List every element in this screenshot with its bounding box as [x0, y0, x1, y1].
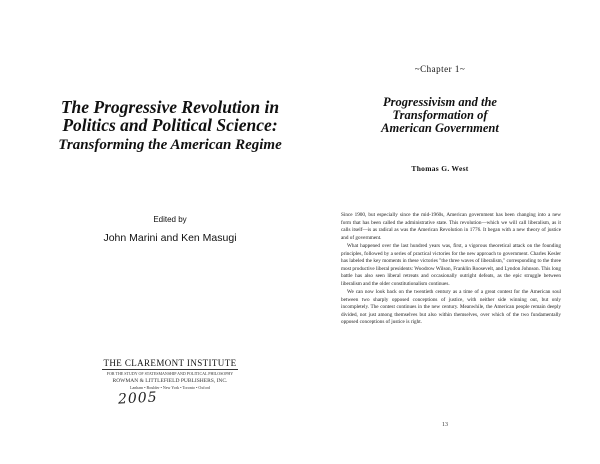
publisher-tagline: FOR THE STUDY OF STATESMANSHIP AND POLITICAL PHILOSOPHY	[106, 371, 234, 376]
body-paragraph-1: Since 1900, but especially since the mid-1960s, American government has been changing into a new form that has been called the administrative state. This revolution—which we will call liberalism, as it calls itself—is as radical as was the American Revolution in 1776. It began with a new theory of justice and of government.	[341, 212, 561, 241]
co-publisher-name: ROWMAN & LITTLEFIELD PUBLISHERS, INC.	[112, 378, 228, 384]
publisher-divider	[102, 369, 238, 370]
chapter-body	[341, 212, 561, 328]
chapter-label: ~Chapter 1~	[414, 64, 466, 74]
editors-names: John Marini and Ken Masugi	[103, 232, 237, 244]
handwritten-year: 2005	[117, 389, 159, 408]
publisher-cities: Lanham • Boulder • New York • Toronto • Oxford	[130, 385, 210, 390]
edited-by-label: Edited by	[153, 215, 187, 224]
body-paragraph-2: What happened over the last hundred years was, first, a vigorous theoretical attack on the founding principles, followed by a series of practical victories for the new approach to government. Charles Kesler has labeled the key moments in these victories "the three waves of liberalism," corresponding to the three most productive liberal presidents: Woodrow Wilson, Franklin Roosevelt, and Lyndon Johnson. This long battle has also seen liberal retreats and occasionally outright defeats, as the epic struggle between liberalism and the older constitutionalism continues.	[341, 243, 561, 287]
publisher-name: THE CLAREMONT INSTITUTE	[103, 358, 237, 368]
book-subtitle: Transforming the American Regime	[58, 137, 282, 153]
page-number: 13	[442, 422, 448, 428]
book-title: The Progressive Revolution in Politics and Political Science:	[60, 97, 280, 135]
chapter-author: Thomas G. West	[411, 164, 469, 173]
chapter-title: Progressivism and the Transformation of American Government	[381, 95, 499, 135]
body-paragraph-3: We can now look back on the twentieth century as a time of a great contest for the American soul between two sharply opposed conceptions of justice, with neither side winning out, but only incompletely. The contest continues in the new century. Meanwhile, the American people remain deeply divided, not just among themselves but also within themselves, over which of the two fundamentally opposed conceptions of justice is right.	[341, 289, 561, 325]
